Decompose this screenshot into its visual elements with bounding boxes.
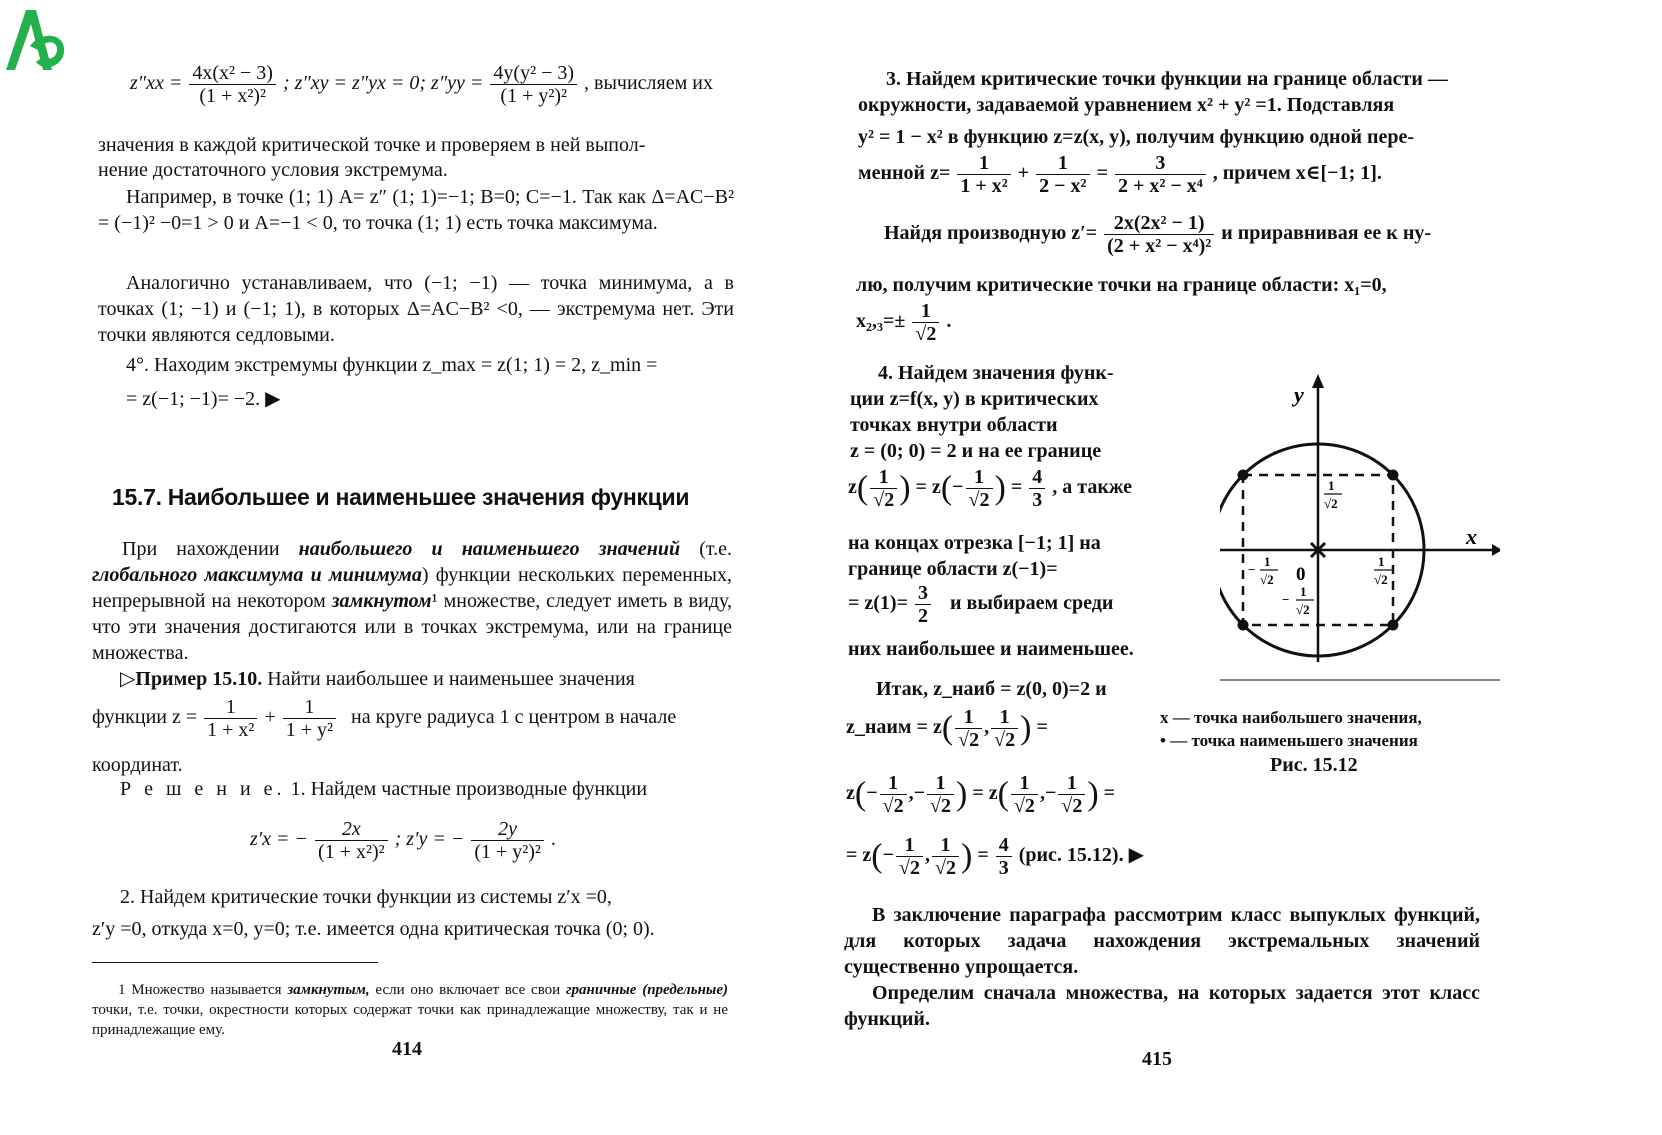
svg-text:−: − <box>1282 592 1290 607</box>
tick-label-top <box>1324 478 1342 511</box>
paragraph-line: окружности, задаваемой уравнением x² + y² =1. Подставляя <box>858 94 1395 116</box>
minimum-point <box>1238 620 1249 631</box>
example-maximum-paragraph: Например, в точке (1; 1) A= z″ (1; 1)=−1; B=0; C=−1. Так как Δ=AC−B² = (−1)² −0=1 > 0 и A=−1 < 0, то точка (1; 1) есть точка максимума. <box>98 186 734 234</box>
paragraph-line: z′y =0, откуда x=0, y=0; т.е. имеется одна критическая точка (0; 0). <box>92 918 655 940</box>
paragraph-line: нение достаточного условия экстремума. <box>98 159 448 181</box>
paragraph-line: значения в каждой критической точке и проверяем в ней выпол- <box>98 134 646 156</box>
min-value-formula-line3: = z(− $\frac{1}{√2}$ , $\frac{1}{√2}$ ) = $\frac{4}{3}$ (рис. 15.12). ▶ <box>846 834 1144 879</box>
solution-line: Р е ш е н и е. 1. Найдем частные производные функции <box>120 778 648 800</box>
legend-min: • — точка наименьшего значения <box>1160 731 1418 750</box>
right-page <box>830 0 1662 1135</box>
step4-paragraph-cont: на концах отрезка [−1; 1] на границе области z(−1)= <box>848 532 1101 580</box>
paragraph-line: 3. Найдем критические точки функции на границе области — <box>886 68 1448 90</box>
svg-text:1: 1 <box>1300 584 1307 599</box>
svg-text:1: 1 <box>1264 554 1271 569</box>
partial-derivatives-formula: z′x = − $\frac{2x}{\text{(1 + x²)²}}$ ; z′y = − $\frac{2y}{\text{(1 + y²)²}}$ . <box>250 818 556 863</box>
minimum-point <box>1388 620 1399 631</box>
min-value-formula-line1: z_наим = z( $\frac{1}{√2}$ , $\frac{1}{√2}$ ) = <box>846 706 1048 751</box>
extrema-line: = z(−1; −1)= −2. ▶ <box>126 388 281 410</box>
footnote-divider <box>92 962 378 963</box>
endpoint-values-formula: = z(1)= $\frac{3}{2}$ и выбираем среди <box>848 582 1114 627</box>
page-number: 415 <box>1142 1048 1172 1070</box>
derivative-formula: Найдя производную z′= $\frac{\text{2x(2x² − 1)}}{\text{(2 + x² − x⁴)²}}$ и приравнивая ее к ну- <box>884 212 1431 257</box>
x-axis-label: x <box>1466 524 1477 549</box>
paragraph-line: них наибольшее и наименьшее. <box>848 638 1134 660</box>
tick-label-left <box>1248 554 1278 587</box>
critical-points-formula: x₂,₃=± $\frac{1}{√2}$ . <box>856 300 952 345</box>
y-axis-arrow-icon <box>1312 374 1324 388</box>
svg-text:1: 1 <box>1328 478 1335 493</box>
svg-text:√2: √2 <box>1374 572 1388 587</box>
svg-text:√2: √2 <box>1260 572 1274 587</box>
svg-text:1: 1 <box>1378 554 1385 569</box>
y-axis-label: y <box>1294 382 1304 407</box>
paragraph-line: координат. <box>92 754 183 776</box>
legend-max: x — точка наибольшего значения, <box>1160 708 1422 727</box>
page-number: 414 <box>392 1038 422 1060</box>
footnote: 1 Множество называется замкнутым, если оно включает все свои граничные (предельные) точки, т.е. точки, окрестности которых содержат точки как принадлежащие множеству, так и не принадлежащие ему. <box>92 982 728 1038</box>
svg-text:√2: √2 <box>1296 602 1310 617</box>
paragraph-line: 2. Найдем критические точки функции из системы z′x =0, <box>120 886 612 908</box>
intro-paragraph: При нахождении наибольшего и наименьшего значений (т.е. глобального максимума и минимума) функции нескольких переменных, непрерывной на некотором замкнутом¹ множестве, следует иметь в виду, что эти значения достигаются или в точках экстремума, или на границе множества. <box>92 538 732 664</box>
paragraph-line: Итак, z_наиб = z(0, 0)=2 и <box>876 678 1107 700</box>
origin-label: 0 <box>1296 564 1306 585</box>
figure-circle-diagram <box>1220 372 1500 682</box>
svg-text:√2: √2 <box>1324 496 1338 511</box>
tick-label-bottom <box>1282 584 1314 617</box>
second-derivatives-formula: z″xx = $\frac{\text{4x(x² − 3)}}{\text{(1 + x²)²}}$ ; z″xy = z″yx = 0; z″yy = $\frac{\text{4y(y² − 3)}}{\text{(1 + y²)²}}$ , вычисляем их <box>130 62 713 107</box>
section-heading: 15.7. Наибольшее и наименьшее значения функции <box>112 484 690 510</box>
saddle-points-paragraph: Аналогично устанавливаем, что (−1; −1) — точка минимума, а в точках (1; −1) и (−1; 1), в которых Δ=AC−B² <0, — экстремума нет. Эти точки являются седловыми. <box>98 272 734 346</box>
minimum-point <box>1388 470 1399 481</box>
min-value-formula-line2: z(− $\frac{1}{√2}$ ,− $\frac{1}{√2}$ ) = z( $\frac{1}{√2}$ ,− $\frac{1}{√2}$ ) = <box>846 772 1116 817</box>
boundary-values-formula: z( $\frac{1}{√2}$ ) = z(− $\frac{1}{√2}$ ) = $\frac{4}{3}$ , а также <box>848 466 1132 511</box>
boundary-function-formula: менной z= $\frac{1}{\text{1 + x²}}$ + $\frac{1}{\text{2 − x²}}$ = $\frac{3}{\text{2 + x² − x⁴}}$ , причем x∈[−1; 1]. <box>858 152 1382 197</box>
paragraph-line: y² = 1 − x² в функцию z=z(x, y), получим функцию одной пере- <box>858 126 1415 148</box>
x-axis-arrow-icon <box>1492 544 1500 556</box>
figure-legend <box>1160 706 1422 752</box>
figure-caption: Рис. 15.12 <box>1270 754 1358 776</box>
example-heading: ▷Пример 15.10. Найти наибольшее и наименьшее значения <box>120 668 635 690</box>
example-function: функции z = $\frac{1}{\text{1 + x²}}$ + $\frac{1}{\text{1 + y²}}$ на круге радиуса 1 с центром в начале <box>92 696 677 741</box>
closing-paragraph: В заключение параграфа рассмотрим класс выпуклых функций, для которых задача нахождения экстремальных значений существенно упрощается. <box>844 904 1480 978</box>
closing-paragraph: Определим сначала множества, на которых задается этот класс функций. <box>844 982 1480 1030</box>
svg-text:−: − <box>1248 562 1256 577</box>
minimum-point <box>1238 470 1249 481</box>
step4-paragraph: 4. Найдем значения функ- ции z=f(x, y) в критических точках внутри области z = (0; 0) = 2 и на ее границе <box>850 362 1114 462</box>
left-page <box>0 0 830 1135</box>
ag-logo-icon <box>0 2 70 82</box>
extrema-line: 4°. Находим экстремумы функции z_max = z(1; 1) = 2, z_min = <box>126 354 658 376</box>
paragraph-line: лю, получим критические точки на границе области: x₁=0, <box>856 274 1387 296</box>
tick-label-right <box>1374 554 1392 587</box>
